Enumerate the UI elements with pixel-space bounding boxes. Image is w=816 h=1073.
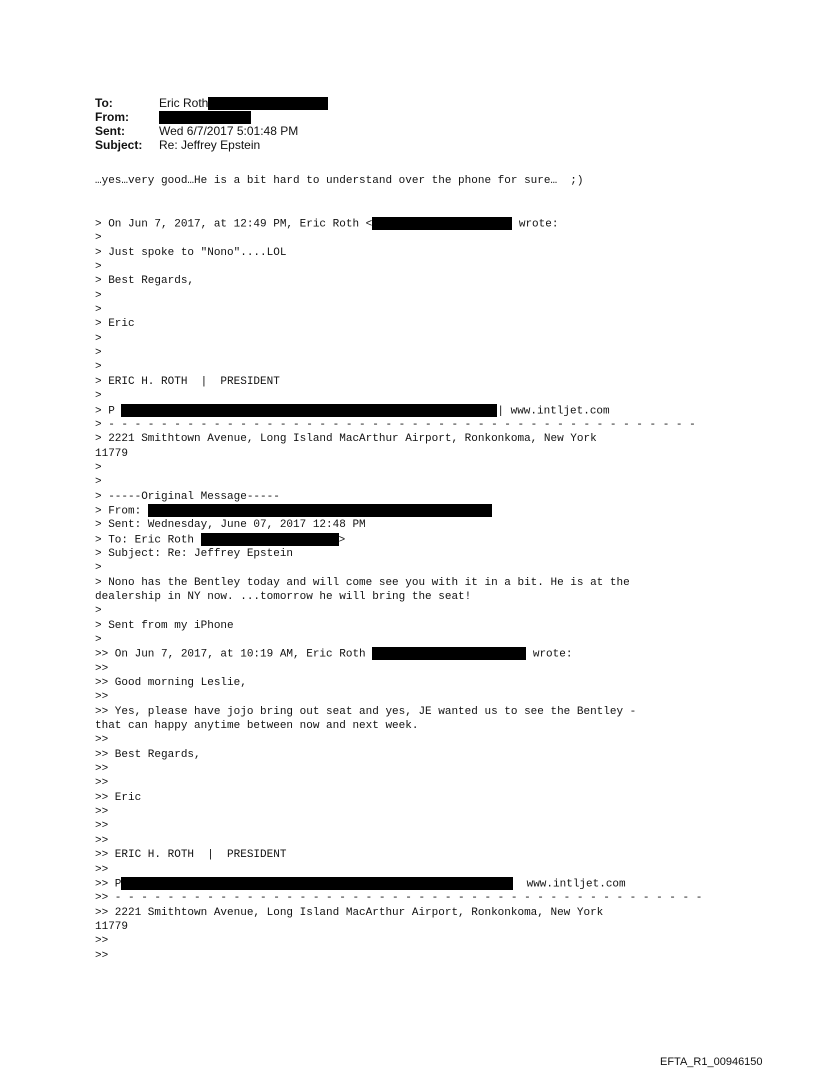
- body-line: [95, 590, 702, 604]
- body-line-text: > Best Regards,: [95, 275, 195, 288]
- body-line-text: > Sent from my iPhone: [95, 619, 234, 632]
- body-line: [95, 762, 702, 776]
- body-line: [95, 404, 702, 418]
- body-line-text: > From:: [95, 505, 148, 518]
- body-line: [95, 690, 702, 704]
- body-line: [95, 805, 702, 819]
- body-line-text: > On Jun 7, 2017, at 12:49 PM, Eric Roth <: [95, 218, 373, 231]
- body-line: [95, 877, 702, 891]
- body-line: [95, 920, 702, 934]
- body-line: [95, 776, 702, 790]
- body-line-text: >: [95, 361, 102, 374]
- body-line-text: > Sent: Wednesday, June 07, 2017 12:48 PM: [95, 519, 366, 532]
- body-line-text: 11779: [95, 920, 129, 933]
- redaction-bar: [201, 533, 339, 546]
- body-line: [95, 834, 702, 848]
- body-line: [95, 547, 702, 561]
- redaction-bar: [372, 647, 526, 660]
- body-line: [95, 561, 702, 575]
- body-line-text: >>: [95, 763, 109, 776]
- body-line-text: > Just spoke to "Nono"....LOL: [95, 246, 287, 259]
- body-line-text: > To: Eric Roth: [95, 534, 201, 546]
- body-line-text: > Subject: Re: Jeffrey Epstein: [95, 547, 294, 560]
- body-line-text: >> Best Regards,: [95, 748, 201, 761]
- body-line-text: >> Eric: [95, 791, 142, 804]
- body-line-text: >: [95, 476, 102, 489]
- body-line: [95, 633, 702, 647]
- body-line: [95, 676, 702, 690]
- body-line-text: >> P: [95, 878, 122, 891]
- body-line-text: >>: [95, 820, 109, 833]
- body-line-text: >: [95, 605, 102, 618]
- body-line-text: >> Yes, please have jojo bring out seat and yes, JE wanted us to see the Bentley -: [95, 705, 637, 718]
- body-line-text: >>: [95, 949, 109, 962]
- body-line-text: >>: [95, 662, 109, 675]
- body-line: [95, 389, 702, 403]
- body-line-text: >: [95, 332, 102, 345]
- body-line: [95, 518, 702, 532]
- body-line-text: dealership in NY now. ...tomorrow he will bring the seat!: [95, 590, 472, 603]
- from-label: From:: [95, 110, 129, 124]
- redaction-bar: [148, 504, 492, 517]
- subject-label: Subject:: [95, 138, 143, 152]
- body-line: [95, 260, 702, 274]
- sent-value: Wed 6/7/2017 5:01:48 PM: [159, 124, 299, 138]
- redaction-bar: [372, 217, 512, 230]
- body-line-text: >>: [95, 691, 109, 704]
- body-line: [95, 719, 702, 733]
- body-line: [95, 891, 702, 905]
- body-line-text-after: | www.intljet.com: [497, 404, 610, 417]
- body-line: [95, 274, 702, 288]
- email-body: [95, 174, 702, 963]
- from-row: [95, 110, 328, 124]
- body-line: [95, 848, 702, 862]
- redaction-bar: [121, 404, 497, 417]
- body-line-text: >>: [95, 806, 109, 819]
- body-line: [95, 360, 702, 374]
- body-line: [95, 604, 702, 618]
- body-line: [95, 748, 702, 762]
- body-line-text: >: [95, 261, 102, 274]
- body-line-text: > Nono has the Bentley today and will come see you with it in a bit. He is at the: [95, 576, 630, 589]
- body-line-text-after: >: [338, 534, 346, 546]
- body-line-text-after: wrote:: [512, 218, 559, 231]
- body-line-text: >: [95, 634, 102, 646]
- body-line: [95, 949, 702, 963]
- body-line: [95, 203, 702, 217]
- body-line: [95, 619, 702, 633]
- email-header: [95, 96, 328, 152]
- body-line: [95, 231, 702, 245]
- body-line-text: > - - - - - - - - - - - - - - - - - - - - - - - - - - - - - - - - - - - - - - - - - - - - -: [95, 418, 696, 431]
- document-id: EFTA_R1_00946150: [660, 1056, 763, 1068]
- body-line: [95, 447, 702, 461]
- body-line: [95, 303, 702, 317]
- subject-value: Re: Jeffrey Epstein: [159, 138, 261, 152]
- body-line: [95, 188, 702, 202]
- body-line: [95, 490, 702, 504]
- body-line-text-after: wrote:: [526, 648, 573, 661]
- body-line: [95, 906, 702, 920]
- body-line-text: >>: [95, 935, 109, 948]
- body-line: [95, 791, 702, 805]
- body-line-text: > P: [95, 404, 122, 417]
- body-line-text: > 2221 Smithtown Avenue, Long Island MacArthur Airport, Ronkonkoma, New York: [95, 433, 597, 446]
- subject-row: [95, 138, 328, 152]
- body-line: [95, 705, 702, 719]
- body-line-text: 11779: [95, 447, 129, 460]
- body-line-text: >> Good morning Leslie,: [95, 677, 247, 690]
- redaction-bar: [159, 111, 251, 124]
- body-line: [95, 289, 702, 303]
- to-label: To:: [95, 96, 113, 110]
- body-line-text: >> - - - - - - - - - - - - - - - - - - - - - - - - - - - - - - - - - - - - - - - - - - - - -: [95, 892, 703, 905]
- body-line-text: >>: [95, 834, 109, 847]
- body-line: [95, 375, 702, 389]
- body-line: [95, 217, 702, 231]
- body-line: [95, 246, 702, 260]
- body-line: [95, 317, 702, 331]
- body-line: [95, 418, 702, 432]
- body-line: [95, 475, 702, 489]
- body-line: [95, 461, 702, 475]
- body-line-text: >>: [95, 734, 109, 747]
- body-line: [95, 432, 702, 446]
- body-line: [95, 174, 702, 188]
- body-line-text: …yes…very good…He is a bit hard to understand over the phone for sure… ;): [95, 175, 584, 187]
- body-line-text-after: www.intljet.com: [513, 878, 626, 891]
- body-line-text: >: [95, 461, 102, 474]
- body-line: [95, 533, 702, 547]
- redaction-bar: [121, 877, 513, 890]
- body-line-text: >: [95, 562, 102, 575]
- body-line-text: > -----Original Message-----: [95, 490, 280, 503]
- body-line: [95, 662, 702, 676]
- body-line: [95, 733, 702, 747]
- body-line-text: > Eric: [95, 318, 135, 331]
- body-line-text: > ERIC H. ROTH | PRESIDENT: [95, 375, 280, 388]
- redaction-bar: [208, 97, 328, 110]
- body-line-text: >: [95, 289, 102, 302]
- body-line-text: >: [95, 232, 102, 245]
- body-line-text: >: [95, 304, 102, 317]
- body-line-text: >> ERIC H. ROTH | PRESIDENT: [95, 849, 287, 862]
- body-line-text: >>: [95, 863, 109, 876]
- to-value: Eric Roth: [159, 96, 209, 110]
- body-line: [95, 647, 702, 661]
- body-line: [95, 934, 702, 948]
- body-line-text: >> 2221 Smithtown Avenue, Long Island MacArthur Airport, Ronkonkoma, New York: [95, 906, 604, 919]
- body-line: [95, 576, 702, 590]
- to-row: [95, 96, 328, 110]
- sent-row: [95, 124, 328, 138]
- body-line-text: >: [95, 347, 102, 360]
- body-line: [95, 504, 702, 518]
- body-line-text: >>: [95, 777, 109, 790]
- sent-label: Sent:: [95, 124, 125, 138]
- body-line: [95, 346, 702, 360]
- body-line: [95, 863, 702, 877]
- body-line: [95, 332, 702, 346]
- body-line-text: >: [95, 390, 102, 403]
- body-line-text: >> On Jun 7, 2017, at 10:19 AM, Eric Roth: [95, 648, 373, 661]
- body-line-text: that can happy anytime between now and next week.: [95, 720, 419, 733]
- body-line: [95, 819, 702, 833]
